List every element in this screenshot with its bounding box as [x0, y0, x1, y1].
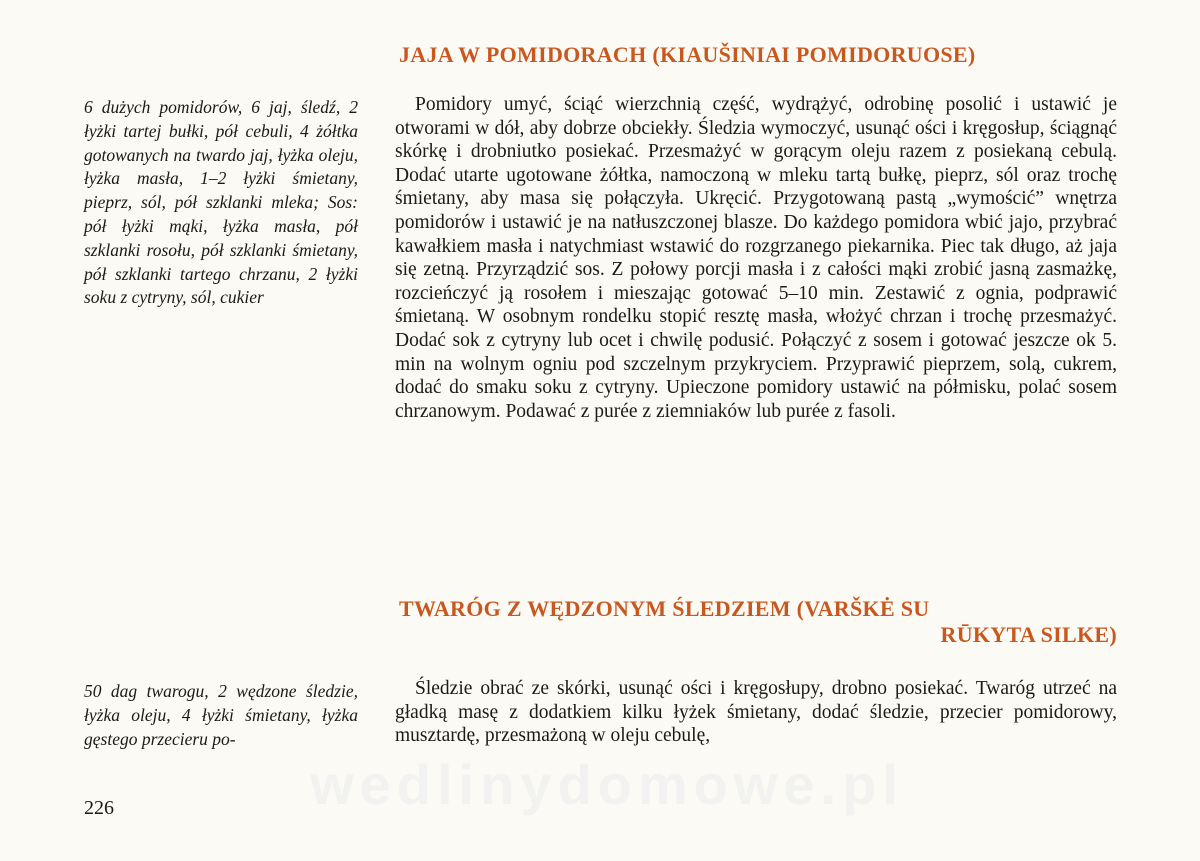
- recipe1-title: JAJA W POMIDORACH (KIAUŠINIAI POMIDORUOSE): [399, 42, 976, 67]
- watermark: wedlinydomowe.pl: [310, 753, 904, 816]
- recipe2-ingredients: 50 dag twarogu, 2 wędzone śledzie, łyżka oleju, 4 łyżki śmietany, łyżka gęstego przecieru po-: [84, 681, 358, 749]
- recipe1-ingredients: 6 dużych pomidorów, 6 jaj, śledź, 2 łyżki tartej bułki, pół cebuli, 4 żółtka gotowanych na twardo jaj, łyżka oleju, łyżka masła, 1–2 łyżki śmietany, pieprz, sól, pół szklanki mleka; Sos: pół łyżki mąki, łyżka masła, pół szklanki rosołu, pół szklanki śmietany, pół szklanki tartego chrzanu, 2 łyżki soku z cytryny, sól, cukier: [84, 97, 358, 308]
- recipe2-title-line2: RŪKYTA SILKE): [940, 622, 1117, 647]
- page-number: 226: [84, 797, 114, 819]
- recipe1-instructions: Pomidory umyć, ściąć wierzchnią część, wydrążyć, odrobinę posolić i ustawić je otworami w dół, aby dobrze obciekły. Śledzia wymoczyć, usunąć ości i kręgosłup, ściągnąć skórkę i drobniutko posiekać. Przesmażyć w gorącym oleju razem z posiekaną cebulą. Dodać utarte ugotowane żółtka, namoczoną w mleku tartą bułkę, pieprz, sól oraz trochę śmietany, aby masa się połączyła. Ukręcić. Przygotowaną pastą „wymościć” wnętrza pomidorów i ustawić je na natłuszczonej blasze. Do każdego pomidora wbić jajo, przybrać kawałkiem masła i natychmiast wstawić do rozgrzanego piekarnika. Piec tak długo, aż jaja się zetną. Przyrządzić sos. Z połowy porcji masła i z całości mąki zrobić jasną zasmażkę, rozcieńczyć ją rosołem i mieszając gotować 5–10 min. Zestawić z ognia, podprawić śmietaną. W osobnym rondelku stopić resztę masła, włożyć chrzan i trochę przesmażyć. Dodać sok z cytryny lub ocet i chwilę podusić. Połączyć z sosem i gotować jeszcze ok 5. min na wolnym ogniu pod szczelnym przykryciem. Przyprawić pieprzem, solą, cukrem, dodać do smaku soku z cytryny. Upieczone pomidory ustawić na półmisku, polać sosem chrzanowym. Podawać z purée z ziemniaków lub purée z fasoli.: [395, 94, 1117, 422]
- recipe2-title-line1: TWARÓG Z WĘDZONYM ŚLEDZIEM (VARŠKĖ SU: [399, 596, 930, 621]
- recipe2-instructions: Śledzie obrać ze skórki, usunąć ości i kręgosłupy, drobno posiekać. Twaróg utrzeć na gładką masę z dodatkiem kilku łyżek śmietany, dodać śledzie, przecier pomidorowy, musztardę, przesmażoną w oleju cebulę,: [395, 678, 1117, 747]
